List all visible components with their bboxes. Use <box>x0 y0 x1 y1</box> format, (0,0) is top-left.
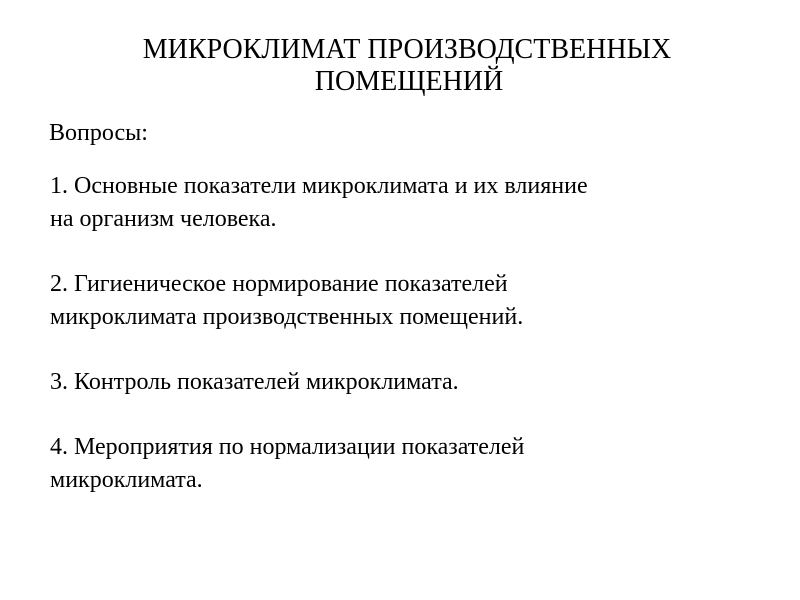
title-line-1: МИКРОКЛИМАТ ПРОИЗВОДСТВЕННЫХ <box>142 34 672 65</box>
title-line-2: ПОМЕЩЕНИЙ <box>314 66 504 97</box>
question-item-4: 4. Мероприятия по нормализации показателей микроклимата. <box>50 434 525 493</box>
slide-title <box>0 34 800 98</box>
questions-list <box>50 170 770 529</box>
questions-heading: Вопросы: <box>49 120 148 146</box>
question-item-3: 3. Контроль показателей микроклимата. <box>50 369 459 395</box>
question-item-2: 2. Гигиеническое нормирование показателей микроклимата производственных помещений. <box>50 271 524 330</box>
question-item-1: 1. Основные показатели микроклимата и их влияние на организм человека. <box>50 173 588 232</box>
